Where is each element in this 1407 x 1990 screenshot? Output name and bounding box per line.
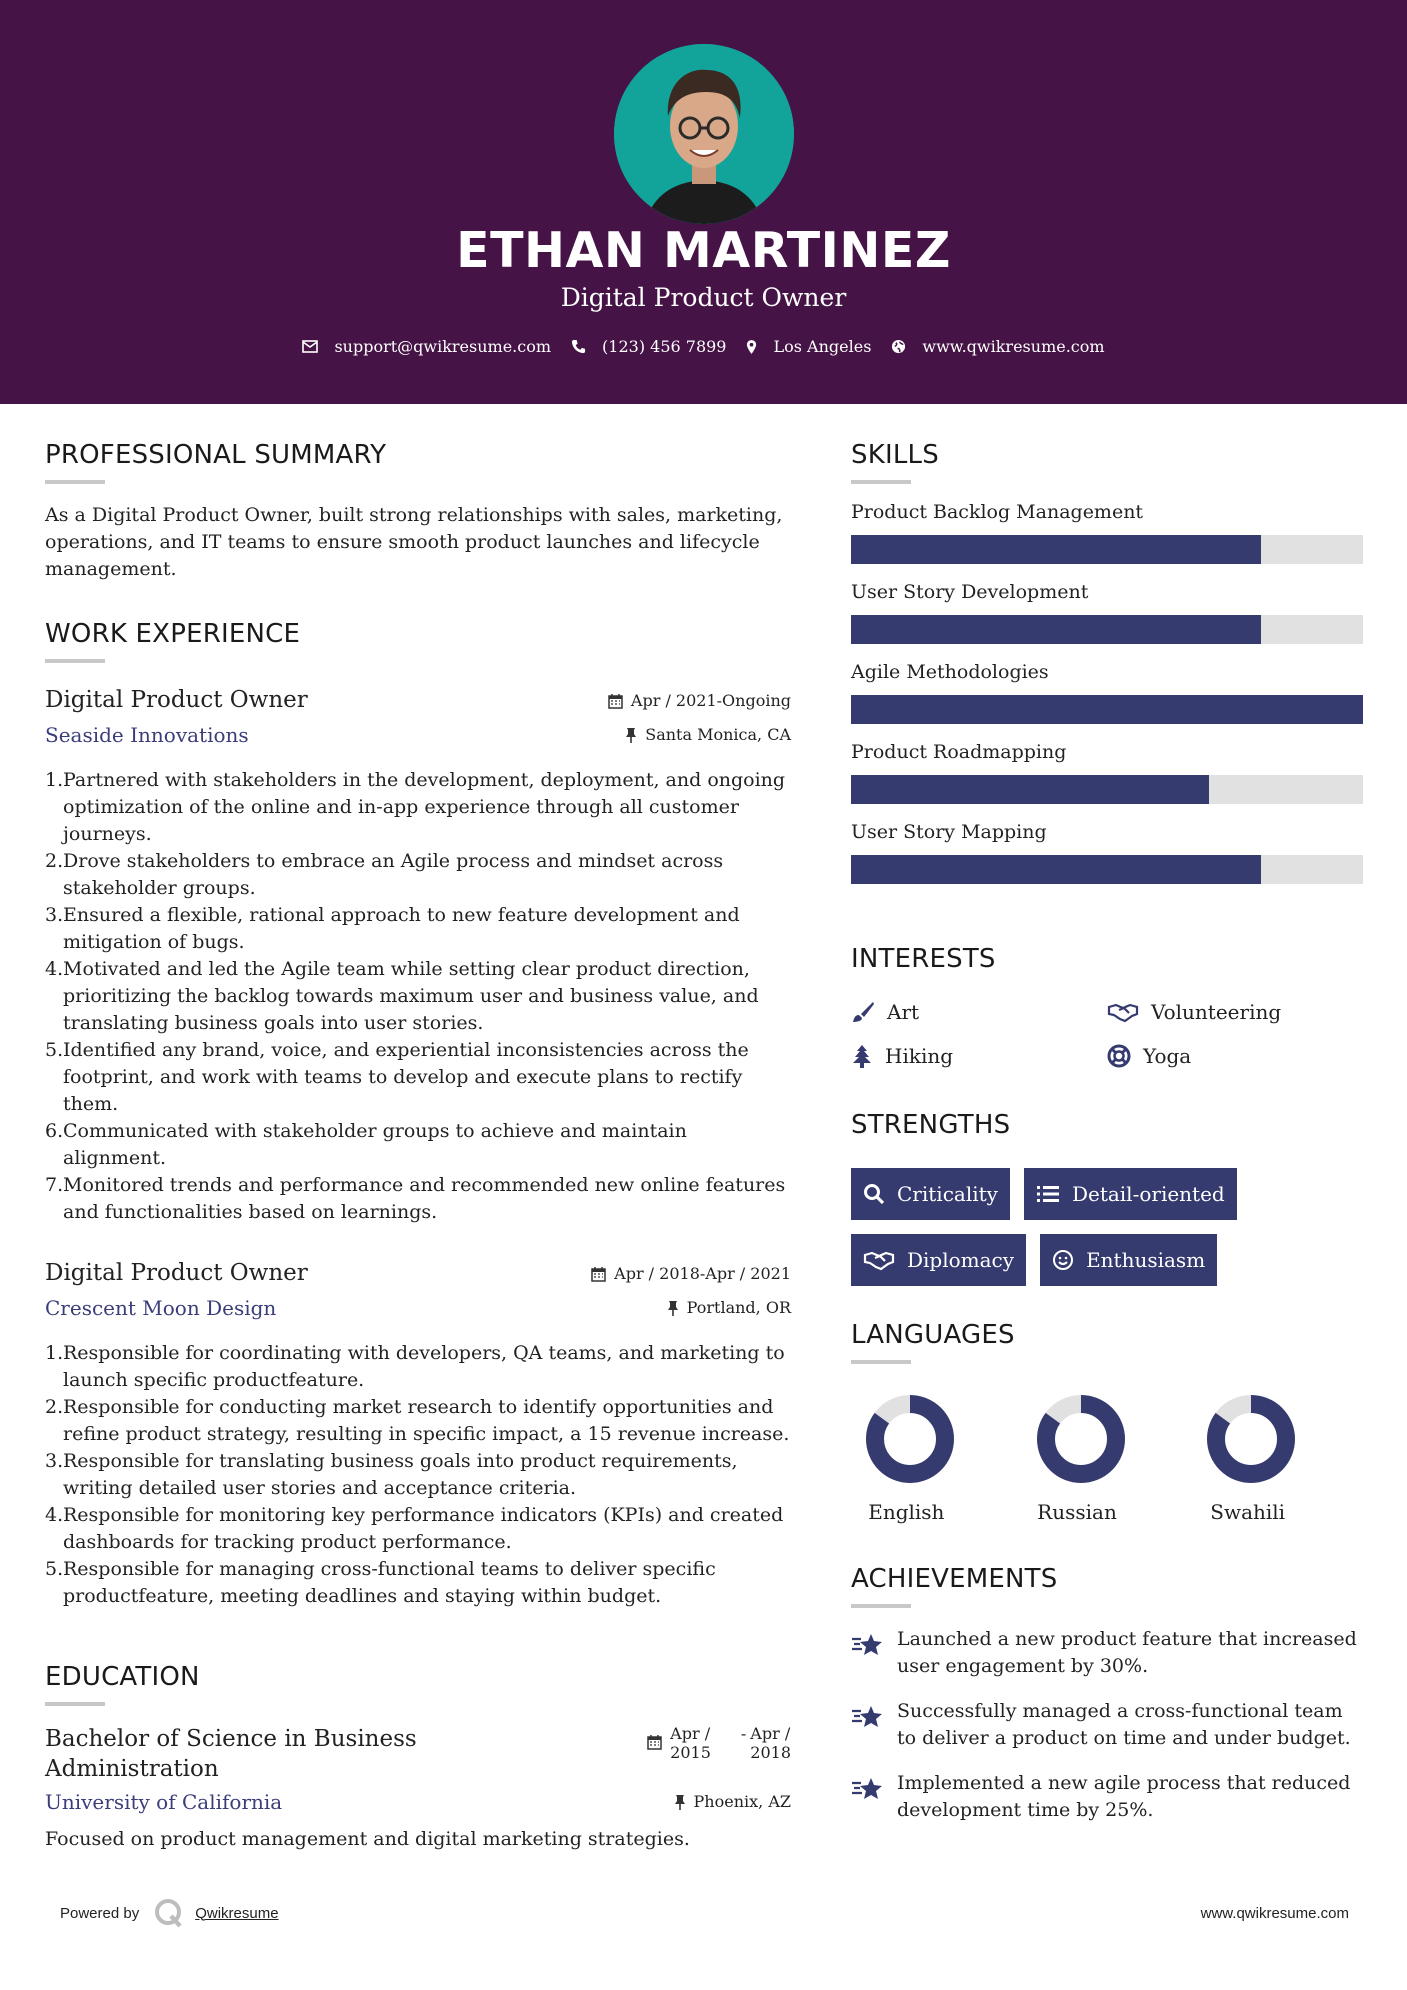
interests-grid xyxy=(851,1000,1363,1068)
degree-line: Administration xyxy=(45,1756,219,1782)
school-location xyxy=(674,1792,791,1811)
language-level-ring xyxy=(1036,1394,1126,1484)
list-item: 2. Responsible for conducting market research to identify opportunities and refine product strategy, resulting in specific impact, a 15 revenue increase. xyxy=(45,1396,790,1445)
language-item xyxy=(1192,1394,1363,1524)
achievement-text: Launched a new product feature that increased user engagement by 30%. xyxy=(897,1628,1357,1677)
bullet-text: Motivated and led the Agile team while setting clear product direction, prioritizing the backlog towards maximum user and business value, and translating business goals into user stories. xyxy=(63,958,759,1034)
contact-bar xyxy=(0,337,1407,356)
strength-label: Enthusiasm xyxy=(1086,1248,1206,1272)
list-item: 5. Responsible for managing cross-functional teams to deliver specific productfeature, meeting deadlines and staying within budget. xyxy=(45,1558,716,1607)
education-start xyxy=(670,1724,711,1762)
date-separator: - xyxy=(740,1724,747,1743)
achievement-text: Implemented a new agile process that reduced development time by 25%. xyxy=(897,1772,1351,1821)
job-date-text: Apr / 2021-Ongoing xyxy=(630,691,791,710)
achievement-item xyxy=(851,1770,1363,1824)
skill-label: User Story Mapping xyxy=(851,821,1047,843)
skill-bar xyxy=(851,535,1363,564)
skill-bar-fill xyxy=(851,775,1209,804)
list-item: 3. Ensured a flexible, rational approach to new feature development and mitigation of bugs. xyxy=(45,904,740,953)
skill-bar xyxy=(851,695,1363,724)
strength-chip xyxy=(1024,1168,1237,1220)
smile-icon xyxy=(1052,1249,1074,1271)
achievement-item xyxy=(851,1626,1363,1680)
achievements-section xyxy=(851,1564,1363,1824)
footer-website[interactable]: www.qwikresume.com xyxy=(1200,1905,1349,1922)
pushpin-icon xyxy=(674,1794,686,1810)
interest-label: Hiking xyxy=(885,1044,954,1068)
strength-chip xyxy=(851,1168,1010,1220)
bullet-text: Responsible for coordinating with developers, QA teams, and marketing to launch specific productfeature. xyxy=(63,1342,785,1391)
right-column xyxy=(851,440,1363,1824)
language-level-ring xyxy=(865,1394,955,1484)
paintbrush-icon xyxy=(851,1001,875,1023)
bullet-text: Responsible for translating business goals into product requirements, writing detailed user stories and acceptance criteria. xyxy=(63,1450,738,1499)
list-icon xyxy=(1036,1184,1060,1204)
strengths-list xyxy=(851,1168,1363,1300)
contact-email[interactable] xyxy=(302,337,551,356)
phone-icon xyxy=(571,339,586,354)
interest-item xyxy=(1107,1044,1363,1068)
achievements-heading: ACHIEVEMENTS xyxy=(851,1564,1058,1594)
candidate-name: ETHAN MARTINEZ xyxy=(456,222,951,279)
achievement-text: Successfully managed a cross-functional team to deliver a product on time and under budget. xyxy=(897,1700,1351,1749)
bullet-text: Partnered with stakeholders in the development, deployment, and ongoing optimization of the online and in-app experience through all customer journeys. xyxy=(63,769,786,845)
interest-label: Volunteering xyxy=(1151,1000,1282,1024)
list-item: 7. Monitored trends and performance and recommended new online features and functionalities based on learnings. xyxy=(45,1174,786,1223)
languages-list xyxy=(851,1394,1363,1524)
languages-heading: LANGUAGES xyxy=(851,1320,1015,1350)
summary-section xyxy=(45,440,791,583)
skill-bar xyxy=(851,615,1363,644)
handshake-icon xyxy=(1107,1001,1139,1023)
bullet-text: Communicated with stakeholder groups to achieve and maintain alignment. xyxy=(63,1120,687,1169)
list-item: 4. Responsible for monitoring key performance indicators (KPIs) and created dashboards for tracking product performance. xyxy=(45,1504,784,1553)
job-location-text: Santa Monica, CA xyxy=(645,725,791,744)
bullet-text: Responsible for monitoring key performance indicators (KPIs) and created dashboards for tracking product performance. xyxy=(63,1504,784,1553)
languages-section xyxy=(851,1320,1363,1524)
list-item: 4. Motivated and led the Agile team while setting clear product direction, prioritizing the backlog towards maximum user and business value, and translating business goals into user stories. xyxy=(45,958,759,1034)
website-text: www.qwikresume.com xyxy=(922,337,1105,356)
bullet-text: Monitored trends and performance and recommended new online features and functionalities based on learnings. xyxy=(63,1174,786,1223)
star-icon xyxy=(851,1632,885,1658)
education-end xyxy=(750,1724,791,1762)
calendar-icon xyxy=(647,1734,662,1750)
brand-link[interactable]: Qwikresume xyxy=(195,1904,279,1922)
bullet-text: Responsible for conducting market research to identify opportunities and refine product strategy, resulting in specific impact, a 15 revenue increase. xyxy=(63,1396,790,1445)
lifebuoy-icon xyxy=(1107,1044,1131,1068)
skill-bar-fill xyxy=(851,535,1261,564)
skill-label: Agile Methodologies xyxy=(851,661,1049,683)
interests-heading: INTERESTS xyxy=(851,944,996,974)
email-text: support@qwikresume.com xyxy=(334,337,552,356)
qwikresume-logo-icon xyxy=(153,1897,185,1929)
education-dates xyxy=(647,1724,791,1762)
contact-phone[interactable] xyxy=(571,337,726,356)
school-location-text: Phoenix, AZ xyxy=(693,1792,791,1811)
calendar-icon xyxy=(608,693,623,709)
section-divider xyxy=(851,480,911,484)
strengths-section xyxy=(851,1110,1363,1300)
strength-label: Detail-oriented xyxy=(1071,1182,1225,1206)
education-description: Focused on product management and digital marketing strategies. xyxy=(45,1828,690,1850)
experience-section xyxy=(45,619,791,1610)
skill-bar-fill xyxy=(851,695,1363,724)
resume-header xyxy=(0,0,1407,404)
interest-label: Yoga xyxy=(1143,1044,1192,1068)
list-item: 5. Identified any brand, voice, and experiential inconsistencies across the footprint, and work with teams to develop and execute plans to rectify them. xyxy=(45,1039,749,1115)
bullet-text: Identified any brand, voice, and experiential inconsistencies across the footprint, and work with teams to develop and execute plans to rectify them. xyxy=(63,1039,749,1115)
globe-icon xyxy=(891,339,906,354)
job-date-text: Apr / 2018-Apr / 2021 xyxy=(614,1264,791,1283)
skill-bar xyxy=(851,775,1363,804)
degree-line: Bachelor of Science in Business xyxy=(45,1726,417,1752)
star-icon xyxy=(851,1776,885,1802)
section-divider xyxy=(851,1604,911,1608)
skill-bar-fill xyxy=(851,615,1261,644)
section-divider xyxy=(45,659,105,663)
pushpin-icon xyxy=(625,727,637,743)
interest-label: Art xyxy=(887,1000,920,1024)
strength-label: Diplomacy xyxy=(907,1248,1015,1272)
bullet-text: Responsible for managing cross-functional teams to deliver specific productfeature, meeting deadlines and staying within budget. xyxy=(63,1558,716,1607)
language-label: Swahili xyxy=(1210,1500,1286,1524)
interest-item xyxy=(851,1044,1107,1068)
list-item: 3. Responsible for translating business goals into product requirements, writing detailed user stories and acceptance criteria. xyxy=(45,1450,738,1499)
phone-text: (123) 456 7899 xyxy=(602,337,727,356)
date-month: Apr / xyxy=(750,1724,791,1743)
candidate-title: Digital Product Owner xyxy=(560,283,847,312)
education-section xyxy=(45,1662,791,1853)
skills-heading: SKILLS xyxy=(851,440,939,470)
job-bullets xyxy=(45,767,791,1226)
date-year: 2015 xyxy=(670,1743,711,1762)
job-location-text: Portland, OR xyxy=(686,1298,791,1317)
location-text: Los Angeles xyxy=(773,337,872,356)
skill-label: User Story Development xyxy=(851,581,1089,603)
company-name: Crescent Moon Design xyxy=(45,1296,277,1320)
bullet-text: Drove stakeholders to embrace an Agile process and mindset across stakeholder groups. xyxy=(63,850,724,899)
envelope-icon xyxy=(302,340,318,353)
language-label: English xyxy=(868,1500,945,1524)
job-entry xyxy=(45,1260,791,1610)
experience-heading: WORK EXPERIENCE xyxy=(45,619,301,649)
search-icon xyxy=(863,1183,885,1205)
date-month: Apr / xyxy=(670,1724,711,1743)
summary-text: As a Digital Product Owner, built strong relationships with sales, marketing, operations, and IT teams to ensure smooth product launches and lifecycle management. xyxy=(45,504,783,580)
star-icon xyxy=(851,1704,885,1730)
date-year: 2018 xyxy=(750,1743,791,1762)
list-item: 6. Communicated with stakeholder groups to achieve and maintain alignment. xyxy=(45,1120,687,1169)
skill-label: Product Backlog Management xyxy=(851,501,1144,523)
interests-section xyxy=(851,944,1363,1068)
job-location xyxy=(625,725,791,744)
job-location xyxy=(667,1298,791,1317)
contact-website[interactable] xyxy=(891,337,1104,356)
strength-chip xyxy=(851,1234,1026,1286)
tree-icon xyxy=(851,1044,873,1068)
pushpin-icon xyxy=(667,1300,679,1316)
person-photo-icon xyxy=(614,44,794,224)
section-divider xyxy=(45,1702,105,1706)
job-date xyxy=(591,1264,791,1283)
job-date xyxy=(608,691,791,710)
skill-bar xyxy=(851,855,1363,884)
map-pin-icon xyxy=(746,339,757,355)
strength-label: Criticality xyxy=(897,1182,998,1206)
list-item: 1. Responsible for coordinating with developers, QA teams, and marketing to launch specific productfeature. xyxy=(45,1342,785,1391)
job-bullets xyxy=(45,1340,791,1610)
interest-item xyxy=(1107,1000,1363,1024)
job-title: Digital Product Owner xyxy=(45,687,308,713)
left-column xyxy=(45,440,791,1853)
powered-by-text: Powered by xyxy=(60,1904,140,1922)
achievement-item xyxy=(851,1698,1363,1752)
skills-section xyxy=(851,440,1363,884)
skill-label: Product Roadmapping xyxy=(851,741,1067,763)
footer-powered-by xyxy=(60,1897,279,1929)
section-divider xyxy=(45,480,105,484)
skill-bar-fill xyxy=(851,855,1261,884)
summary-heading: PROFESSIONAL SUMMARY xyxy=(45,440,387,470)
avatar xyxy=(614,44,794,224)
job-title: Digital Product Owner xyxy=(45,1260,308,1286)
strengths-heading: STRENGTHS xyxy=(851,1110,1011,1140)
bullet-text: Ensured a flexible, rational approach to new feature development and mitigation of bugs. xyxy=(63,904,740,953)
interest-item xyxy=(851,1000,1107,1024)
education-heading: EDUCATION xyxy=(45,1662,200,1692)
school-name: University of California xyxy=(45,1790,283,1814)
calendar-icon xyxy=(591,1266,606,1282)
handshake-icon xyxy=(863,1249,895,1271)
contact-location xyxy=(746,337,871,356)
job-entry xyxy=(45,687,791,1226)
company-name: Seaside Innovations xyxy=(45,723,249,747)
language-level-ring xyxy=(1206,1394,1296,1484)
language-label: Russian xyxy=(1037,1500,1117,1524)
list-item: 2. Drove stakeholders to embrace an Agile process and mindset across stakeholder groups. xyxy=(45,850,724,899)
section-divider xyxy=(851,1360,911,1364)
strength-chip xyxy=(1040,1234,1217,1286)
list-item: 1. Partnered with stakeholders in the development, deployment, and ongoing optimization of the online and in-app experience through all customer journeys. xyxy=(45,769,786,845)
